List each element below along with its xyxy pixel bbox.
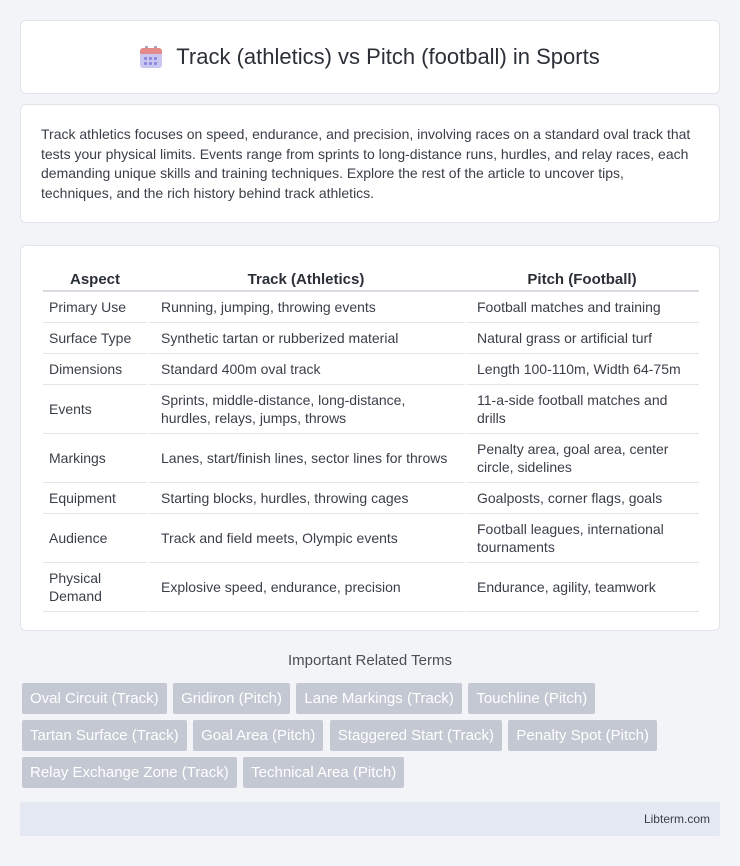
table-row bbox=[43, 514, 699, 563]
intro-card bbox=[20, 104, 720, 223]
table-cell: 11-a-side football matches and drills bbox=[465, 385, 699, 434]
table-cell: Explosive speed, endurance, precision bbox=[147, 563, 465, 612]
column-header-track: Track (Athletics) bbox=[147, 262, 465, 292]
table-row bbox=[43, 434, 699, 483]
table-cell: Dimensions bbox=[43, 354, 147, 385]
related-term-tag[interactable]: Tartan Surface (Track) bbox=[22, 720, 187, 751]
column-header-pitch: Pitch (Football) bbox=[465, 262, 699, 292]
related-term-tag[interactable]: Staggered Start (Track) bbox=[330, 720, 502, 751]
table-cell: Length 100-110m, Width 64-75m bbox=[465, 354, 699, 385]
footer-site-link[interactable]: Libterm.com bbox=[643, 812, 710, 826]
related-term-tag[interactable]: Goal Area (Pitch) bbox=[193, 720, 323, 751]
table-cell: Goalposts, corner flags, goals bbox=[465, 483, 699, 514]
calendar-icon bbox=[140, 46, 162, 68]
table-cell: Surface Type bbox=[43, 323, 147, 354]
table-row bbox=[43, 563, 699, 612]
table-cell: Running, jumping, throwing events bbox=[147, 292, 465, 323]
table-row bbox=[43, 483, 699, 514]
table-cell: Markings bbox=[43, 434, 147, 483]
table-row bbox=[43, 292, 699, 323]
table-cell: Standard 400m oval track bbox=[147, 354, 465, 385]
table-cell: Football leagues, international tournaments bbox=[465, 514, 699, 563]
page-title: Track (athletics) vs Pitch (football) in Sports bbox=[176, 44, 600, 69]
table-header-row bbox=[43, 262, 699, 292]
related-term-tag[interactable]: Technical Area (Pitch) bbox=[243, 757, 404, 788]
related-terms-list bbox=[22, 683, 722, 794]
table-cell: Events bbox=[43, 385, 147, 434]
comparison-table bbox=[43, 262, 699, 612]
table-cell: Sprints, middle-distance, long-distance, hurdles, relays, jumps, throws bbox=[147, 385, 465, 434]
comparison-table-card bbox=[20, 245, 720, 631]
table-cell: Physical Demand bbox=[43, 563, 147, 612]
related-term-tag[interactable]: Penalty Spot (Pitch) bbox=[508, 720, 657, 751]
footer bbox=[20, 802, 720, 836]
table-row bbox=[43, 354, 699, 385]
related-term-tag[interactable]: Lane Markings (Track) bbox=[296, 683, 462, 714]
related-term-tag[interactable]: Relay Exchange Zone (Track) bbox=[22, 757, 237, 788]
table-row bbox=[43, 323, 699, 354]
table-cell: Lanes, start/finish lines, sector lines for throws bbox=[147, 434, 465, 483]
intro-text: Track athletics focuses on speed, endurance, and precision, involving races on a standard oval track that tests your physical limits. Events range from sprints to long-distance runs, hurdles, and relay races, each demanding unique skills and training techniques. Explore the rest of the article to uncover tips, techniques, and the rich history behind track athletics. bbox=[41, 126, 691, 201]
table-cell: Audience bbox=[43, 514, 147, 563]
table-cell: Penalty area, goal area, center circle, sidelines bbox=[465, 434, 699, 483]
table-cell: Starting blocks, hurdles, throwing cages bbox=[147, 483, 465, 514]
table-cell: Synthetic tartan or rubberized material bbox=[147, 323, 465, 354]
table-cell: Natural grass or artificial turf bbox=[465, 323, 699, 354]
table-cell: Football matches and training bbox=[465, 292, 699, 323]
table-row bbox=[43, 385, 699, 434]
table-cell: Equipment bbox=[43, 483, 147, 514]
title-card bbox=[20, 20, 720, 94]
related-term-tag[interactable]: Oval Circuit (Track) bbox=[22, 683, 167, 714]
table-cell: Endurance, agility, teamwork bbox=[465, 563, 699, 612]
related-term-tag[interactable]: Touchline (Pitch) bbox=[468, 683, 595, 714]
column-header-aspect: Aspect bbox=[43, 262, 147, 292]
table-cell: Track and field meets, Olympic events bbox=[147, 514, 465, 563]
related-terms-title: Important Related Terms bbox=[288, 652, 452, 669]
related-term-tag[interactable]: Gridiron (Pitch) bbox=[173, 683, 290, 714]
table-cell: Primary Use bbox=[43, 292, 147, 323]
